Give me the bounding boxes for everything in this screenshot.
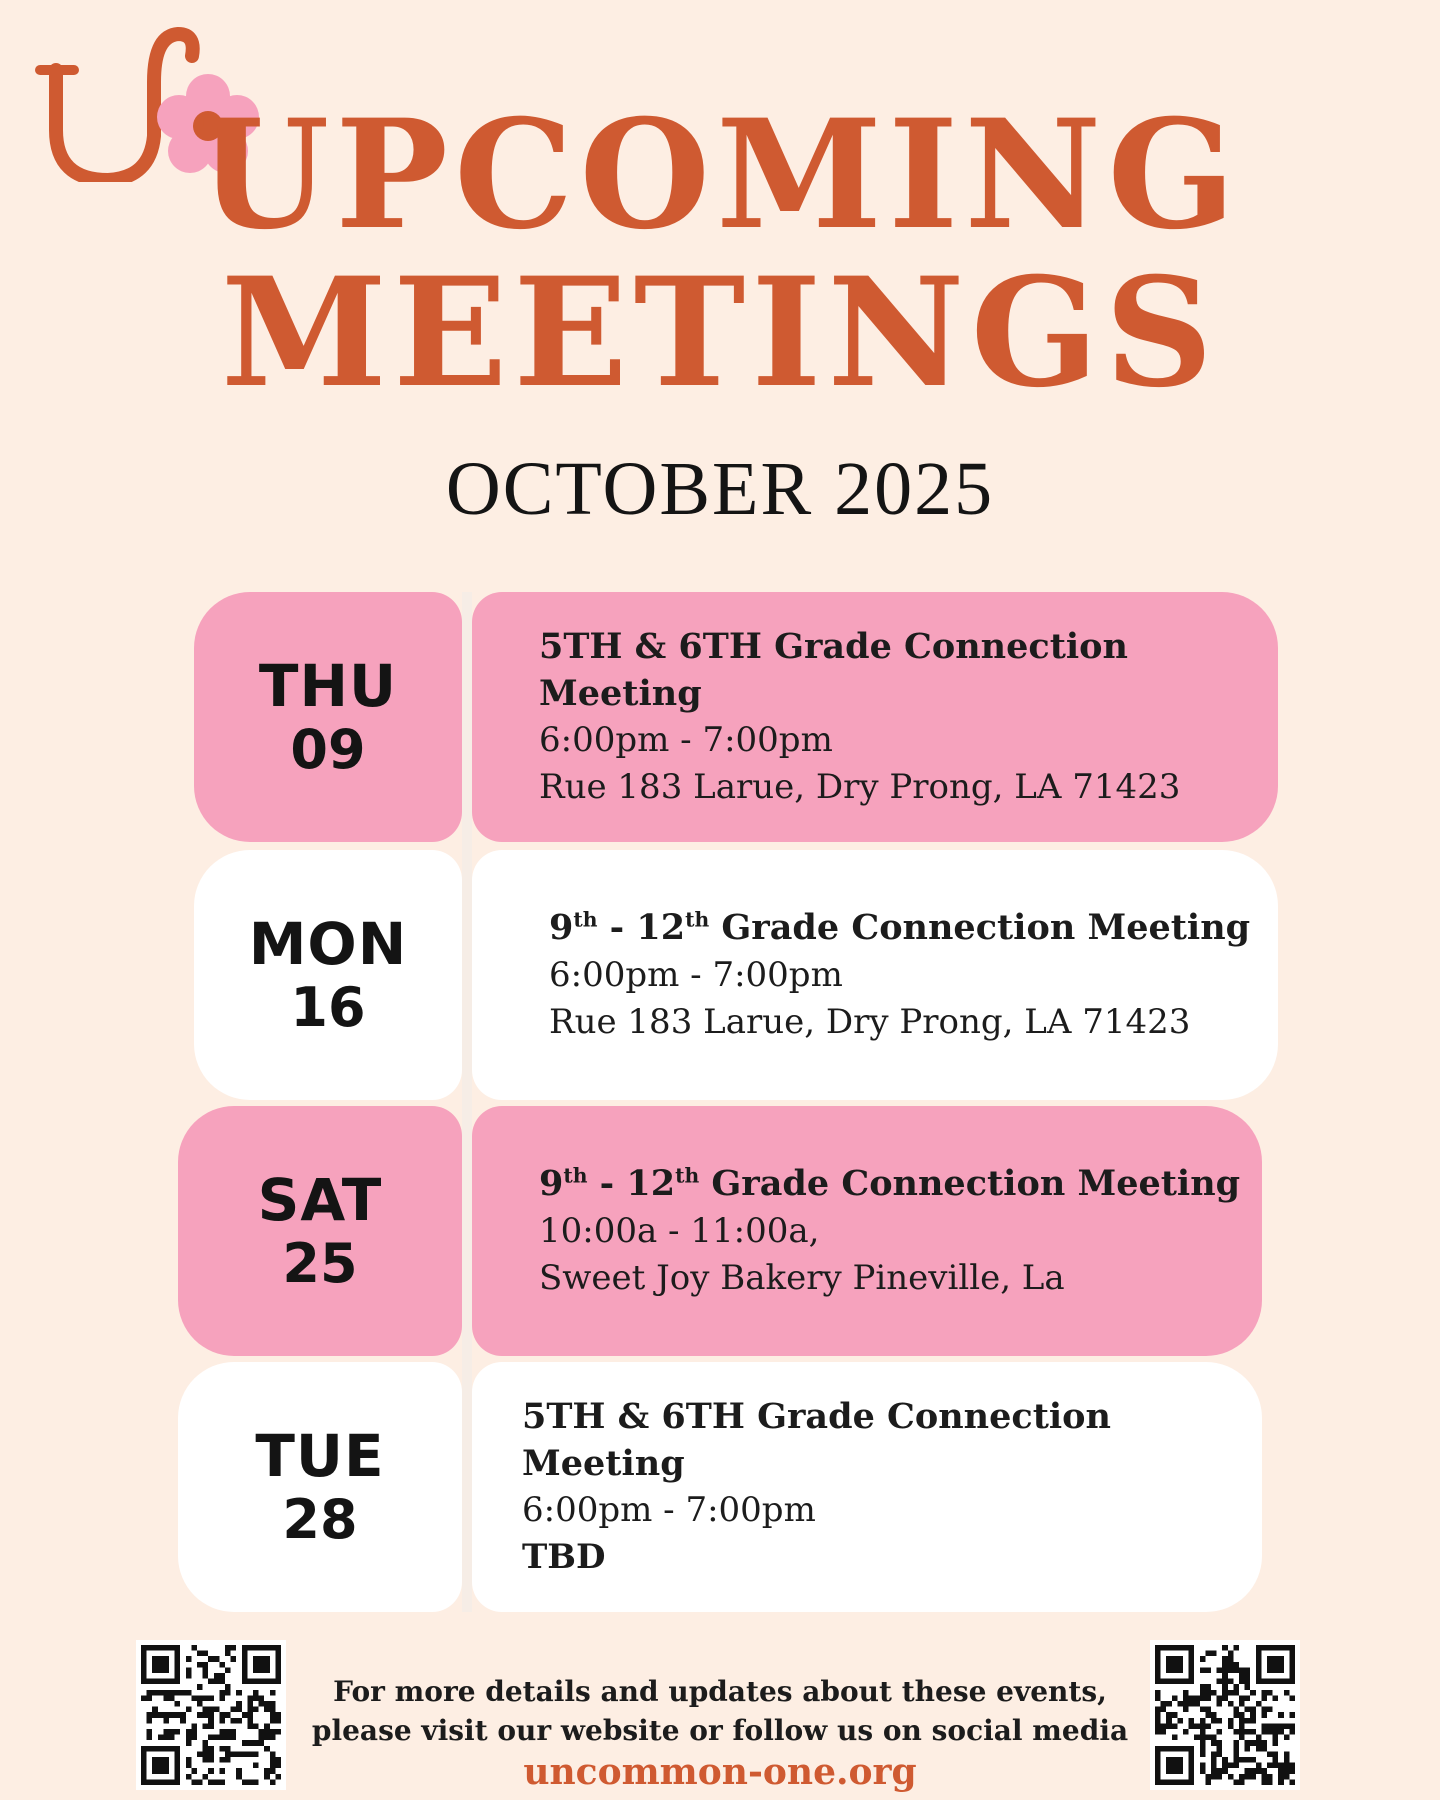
footer-line-2: please visit our website or follow us on social media	[311, 1714, 1129, 1748]
meeting-date: 28	[282, 1488, 358, 1552]
meeting-location: Sweet Joy Bakery Pineville, La	[539, 1257, 1065, 1298]
meeting-time: 6:00pm - 7:00pm	[539, 720, 833, 761]
footer-line-1: For more details and updates about these events,	[333, 1675, 1107, 1708]
meeting-title: 5TH & 6TH Grade Connection Meeting	[539, 625, 1128, 715]
meeting-row	[0, 592, 1440, 842]
page-title-line-2: MEETINGS	[220, 245, 1220, 421]
meeting-row	[0, 850, 1440, 1100]
meeting-location: Rue 183 Larue, Dry Prong, LA 71423	[549, 1001, 1191, 1042]
meeting-day: SAT	[257, 1165, 383, 1234]
qr-code-icon	[136, 1640, 286, 1790]
meeting-info	[472, 850, 1278, 1100]
footer-text	[300, 1672, 1140, 1750]
meeting-day: THU	[258, 651, 398, 720]
page-title-line-1: UPCOMING	[198, 87, 1242, 263]
meeting-row	[0, 1106, 1440, 1356]
qr-code-icon	[1150, 1640, 1300, 1790]
meeting-date: 09	[290, 718, 366, 782]
meeting-info	[472, 1362, 1262, 1612]
meeting-location: Rue 183 Larue, Dry Prong, LA 71423	[539, 767, 1181, 808]
website-link[interactable]: uncommon-one.org	[523, 1751, 917, 1793]
date-box	[178, 1106, 462, 1356]
meeting-row	[0, 1362, 1440, 1612]
meeting-date: 16	[290, 976, 366, 1040]
meeting-time: 6:00pm - 7:00pm	[522, 1490, 816, 1531]
meeting-date: 25	[282, 1232, 358, 1296]
meeting-title: 5TH & 6TH Grade Connection Meeting	[522, 1395, 1111, 1485]
date-box	[194, 592, 462, 842]
meeting-time: 10:00a - 11:00a,	[539, 1210, 820, 1251]
meeting-title: 9th - 12th Grade Connection Meeting	[549, 907, 1251, 949]
month-subtitle: OCTOBER 2025	[445, 447, 995, 531]
meeting-location: TBD	[522, 1537, 606, 1578]
meeting-info	[472, 592, 1278, 842]
meeting-time: 6:00pm - 7:00pm	[549, 954, 843, 995]
date-box	[178, 1362, 462, 1612]
meeting-day: TUE	[255, 1421, 385, 1490]
meeting-day: MON	[248, 909, 408, 978]
meeting-info	[472, 1106, 1262, 1356]
date-box	[194, 850, 462, 1100]
meeting-title: 9th - 12th Grade Connection Meeting	[539, 1163, 1241, 1205]
